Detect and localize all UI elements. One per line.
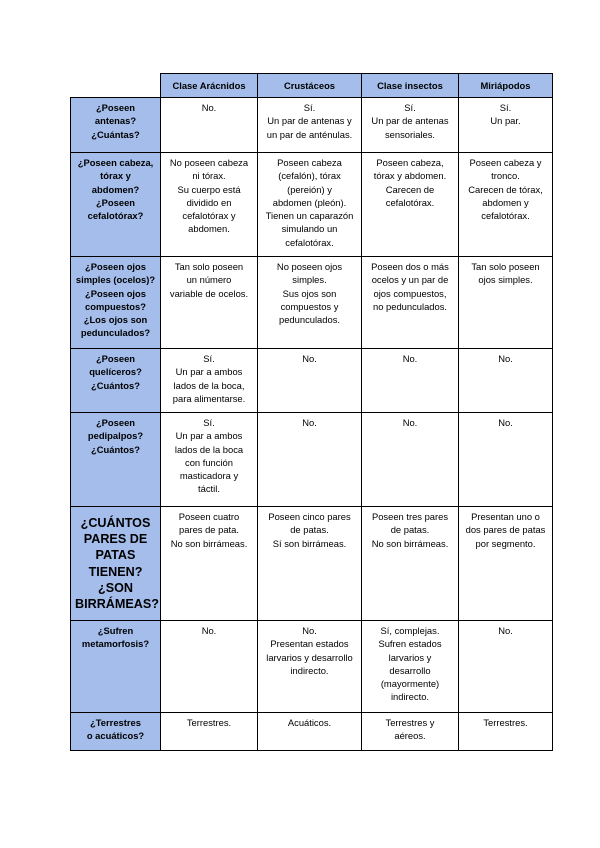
cell-line: ojos compuestos, xyxy=(373,287,447,299)
cell-line: ocelos y un par de xyxy=(371,274,449,286)
cell-line: cefalotórax. xyxy=(285,236,334,248)
cell-aracnidos xyxy=(161,98,258,153)
cell-line: No. xyxy=(302,625,317,636)
row-header-line: ¿Poseen xyxy=(95,353,136,364)
cell-insectos xyxy=(362,153,459,257)
cell-line: simulando un xyxy=(281,223,338,235)
cell-miriapodos xyxy=(459,713,553,751)
cell-line: (mayormente) xyxy=(380,678,440,690)
row-header-line: quelíceros? xyxy=(89,366,142,378)
cell-line: desarrollo xyxy=(389,664,431,676)
row-header xyxy=(71,98,161,153)
row-header-line: tórax y xyxy=(100,170,131,182)
cell-insectos xyxy=(362,98,459,153)
cell-line: no pedunculados. xyxy=(372,300,448,312)
cell-line: Un par a ambos xyxy=(175,366,243,378)
cell-miriapodos xyxy=(459,349,553,413)
row-header-line: antenas? xyxy=(94,115,137,127)
column-header-miriapodos: Miriápodos xyxy=(459,74,553,98)
cell-line: Carecen de xyxy=(385,183,435,195)
cell-line: Poseen dos o más xyxy=(371,261,449,272)
cell-crustaceos xyxy=(258,153,362,257)
header-row xyxy=(71,74,553,98)
table-row xyxy=(71,98,553,153)
row-header-line: PARES DE xyxy=(83,532,148,547)
cell-insectos xyxy=(362,257,459,349)
cell-miriapodos xyxy=(459,413,553,507)
cell-line: No son birrámeas. xyxy=(371,537,449,549)
row-header-line: compuestos? xyxy=(85,300,146,312)
cell-line: larvarios y desarrollo xyxy=(266,651,353,663)
row-header-line: ¿Cuántas? xyxy=(91,128,140,140)
cell-line: para alimentarse. xyxy=(172,392,246,404)
cell-line: cefalotórax. xyxy=(481,210,530,222)
table-row xyxy=(71,713,553,751)
row-header-line: o acuáticos? xyxy=(86,730,145,742)
cell-line: Sí. xyxy=(203,353,215,364)
cell-line: No. xyxy=(302,417,317,428)
cell-line: Un par a ambos xyxy=(175,430,243,442)
cell-line: compuestos y xyxy=(280,300,339,312)
row-header-line: ¿Los ojos son xyxy=(83,314,148,326)
cell-line: un número xyxy=(186,274,232,286)
row-header-line: ¿Sufren xyxy=(97,625,134,636)
column-header-aracnidos: Clase Arácnidos xyxy=(161,74,258,98)
cell-line: Sufren estados xyxy=(378,638,442,650)
cell-line: Poseen cinco pares xyxy=(268,511,351,522)
cell-crustaceos xyxy=(258,507,362,621)
row-header xyxy=(71,713,161,751)
cell-miriapodos xyxy=(459,257,553,349)
cell-line: dividido en xyxy=(186,196,232,208)
cell-line: Tan solo poseen xyxy=(471,261,540,272)
cell-line: pedunculados. xyxy=(279,314,340,326)
table-row xyxy=(71,413,553,507)
cell-line: Presentan uno o xyxy=(471,511,540,522)
cell-line: simples. xyxy=(292,274,327,286)
cell-line: Terrestres. xyxy=(483,717,528,728)
column-header-insectos: Clase insectos xyxy=(362,74,459,98)
row-header-line: TIENEN? xyxy=(88,564,143,579)
cell-crustaceos xyxy=(258,621,362,713)
cell-line: masticadora y xyxy=(179,470,239,482)
table-row xyxy=(71,507,553,621)
cell-line: tórax y abdomen. xyxy=(373,170,447,182)
table-row xyxy=(71,153,553,257)
cell-line: abdomen y xyxy=(482,196,529,208)
cell-line: Sí, complejas. xyxy=(380,625,440,636)
cell-line: (cefalón), tórax xyxy=(278,170,341,182)
row-header-line: ¿Poseen xyxy=(95,102,136,113)
cell-line: Tienen un caparazón xyxy=(265,210,354,222)
row-header-line: BIRRÁMEAS? xyxy=(75,597,159,612)
cell-line: No. xyxy=(498,353,513,364)
cell-line: Sí. xyxy=(203,417,215,428)
cell-line: por segmento. xyxy=(475,537,536,549)
cell-line: No poseen ojos xyxy=(276,261,343,272)
cell-miriapodos xyxy=(459,621,553,713)
row-header xyxy=(71,621,161,713)
cell-line: Terrestres. xyxy=(186,717,232,728)
cell-line: Un par. xyxy=(490,115,521,127)
table-row xyxy=(71,621,553,713)
comparison-table xyxy=(70,73,553,751)
row-header-line: ¿Cuántos? xyxy=(91,443,140,455)
table-body xyxy=(71,98,553,751)
cell-line: abdomen (pleón). xyxy=(272,196,347,208)
cell-line: No. xyxy=(402,417,418,428)
cell-line: Acuáticos. xyxy=(287,717,332,728)
cell-line: Sí son birrámeas. xyxy=(272,537,347,549)
table-row xyxy=(71,349,553,413)
cell-miriapodos xyxy=(459,153,553,257)
row-header-line: pedipalpos? xyxy=(87,430,144,442)
cell-line: aéreos. xyxy=(394,730,426,742)
cell-line: táctil. xyxy=(198,483,220,495)
cell-line: No. xyxy=(302,353,317,364)
cell-line: No. xyxy=(498,417,513,428)
cell-aracnidos xyxy=(161,413,258,507)
cell-aracnidos xyxy=(161,713,258,751)
row-header-line: cefalotórax? xyxy=(87,210,144,222)
cell-insectos xyxy=(362,413,459,507)
cell-crustaceos xyxy=(258,413,362,507)
cell-line: sensoriales. xyxy=(384,128,436,140)
row-header-line: PATAS xyxy=(95,548,136,563)
column-header-crustaceos: Crustáceos xyxy=(258,74,362,98)
cell-aracnidos xyxy=(161,621,258,713)
cell-aracnidos xyxy=(161,507,258,621)
cell-line: No son birrámeas. xyxy=(170,537,248,549)
cell-line: de patas. xyxy=(290,524,329,536)
row-header-line: metamorfosis? xyxy=(81,638,150,650)
cell-line: lados de la boca xyxy=(174,443,244,455)
cell-line: (pereión) y xyxy=(287,183,332,195)
cell-line: larvarios y xyxy=(388,651,432,663)
cell-miriapodos xyxy=(459,98,553,153)
cell-line: Sí. xyxy=(404,102,416,113)
row-header-line: ¿Terrestres xyxy=(90,717,141,728)
cell-line: Sí. xyxy=(303,102,316,113)
row-header xyxy=(71,349,161,413)
row-header-line: pedunculados? xyxy=(80,327,151,339)
cell-line: No poseen cabeza xyxy=(169,157,249,168)
cell-line: No. xyxy=(498,625,513,636)
cell-line: dos pares de patas xyxy=(465,524,546,536)
cell-line: tronco. xyxy=(491,170,520,182)
cell-line: lados de la boca, xyxy=(173,379,245,391)
cell-line: No. xyxy=(402,353,418,364)
row-header-line: ¿Poseen xyxy=(95,417,136,428)
cell-crustaceos xyxy=(258,257,362,349)
row-header xyxy=(71,413,161,507)
cell-aracnidos xyxy=(161,257,258,349)
cell-crustaceos xyxy=(258,713,362,751)
cell-insectos xyxy=(362,507,459,621)
cell-crustaceos xyxy=(258,98,362,153)
cell-line: cefalotórax y xyxy=(182,210,236,222)
cell-miriapodos xyxy=(459,507,553,621)
cell-line: No. xyxy=(201,625,217,636)
row-header-line: ¿Cuántos? xyxy=(91,379,140,391)
row-header-line: simples (ocelos)? xyxy=(75,274,156,286)
cell-line: cefalotórax. xyxy=(385,196,435,208)
cell-line: Poseen cabeza xyxy=(277,157,342,168)
cell-line: Sus ojos son xyxy=(282,287,337,299)
cell-line: abdomen. xyxy=(188,223,230,235)
cell-line: un par de anténulas. xyxy=(266,128,353,140)
cell-line: Carecen de tórax, xyxy=(468,183,543,195)
row-header xyxy=(71,153,161,257)
row-header-line: ¿CUÁNTOS xyxy=(80,516,151,530)
cell-line: ojos simples. xyxy=(478,274,533,286)
cell-line: variable de ocelos. xyxy=(169,287,249,299)
cell-insectos xyxy=(362,349,459,413)
row-header-line: abdomen? ¿Poseen xyxy=(91,183,140,208)
cell-line: indirecto. xyxy=(290,664,329,676)
row-header xyxy=(71,257,161,349)
row-header-line: ¿Poseen ojos xyxy=(85,261,146,272)
cell-line: ni tórax. xyxy=(192,170,226,182)
row-header-line: ¿SON xyxy=(98,580,133,595)
cell-line: No. xyxy=(201,102,217,113)
cell-line: pares de pata. xyxy=(179,524,239,536)
cell-line: Presentan estados xyxy=(270,638,349,650)
cell-crustaceos xyxy=(258,349,362,413)
cell-line: Poseen tres pares xyxy=(371,511,449,522)
cell-insectos xyxy=(362,713,459,751)
cell-line: Tan solo poseen xyxy=(174,261,244,272)
cell-line: Poseen cuatro xyxy=(178,511,240,522)
row-header-line: ¿Poseen ojos xyxy=(85,287,146,299)
cell-line: Un par de antenas xyxy=(371,115,449,127)
row-header-line: ¿Poseen cabeza, xyxy=(77,157,154,168)
cell-aracnidos xyxy=(161,349,258,413)
row-header xyxy=(71,507,161,621)
cell-line: con función xyxy=(185,456,233,468)
cell-line: Un par de antenas y xyxy=(267,115,352,127)
table-row xyxy=(71,257,553,349)
cell-line: indirecto. xyxy=(390,691,430,703)
cell-line: Sí. xyxy=(499,102,512,113)
cell-aracnidos xyxy=(161,153,258,257)
cell-line: Su cuerpo está xyxy=(177,183,241,195)
cell-line: de patas. xyxy=(390,524,430,536)
corner-cell xyxy=(71,74,161,98)
cell-line: Poseen cabeza, xyxy=(376,157,444,168)
cell-insectos xyxy=(362,621,459,713)
cell-line: Terrestres y xyxy=(385,717,435,728)
cell-line: Poseen cabeza y xyxy=(469,157,542,168)
